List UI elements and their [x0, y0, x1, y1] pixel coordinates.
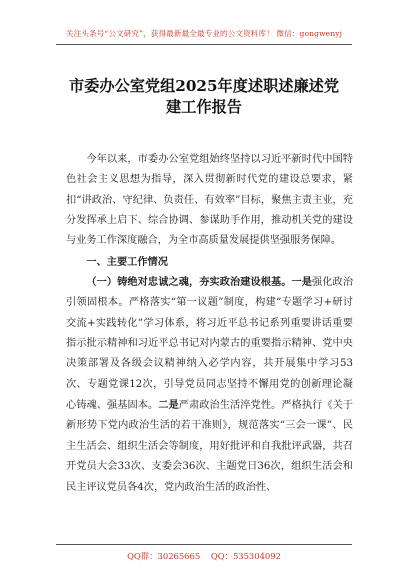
title-line-1: 市委办公室党组2025年度述职述廉述党 — [68, 77, 340, 95]
point-two-label: 二是 — [158, 399, 179, 412]
section-paragraph — [66, 272, 353, 498]
point-one-text: 强化政治引领固根本。严格落实“第一议题”制度，构建“专题学习+研讨交流+实践转化”学习体系，将习近平总书记系列重要讲话重要指示批示精神和习近平总书记对内蒙古的重要指示精神、党中央决策部署及各级会议精神纳入必学内容，共开展集中学习53次、专题党课12次，引导党员同志坚持不懈用党的创新理论凝心铸魂、强基固本。 — [66, 277, 354, 412]
qq-group: QQ群：30265665 — [127, 551, 201, 561]
section-heading: 一、主要工作情况 — [86, 255, 168, 268]
header-note: 关注头条号“公文研究”，获得最新最全最专业的公文资料库！ 微信：gongwenyj — [65, 29, 343, 38]
footer-contact — [0, 550, 408, 562]
document-title — [56, 76, 352, 118]
point-two-text: 严肃政治生活淬党性。严格执行《关于新形势下党内政治生活的若干准则》，规范落实“三会一课”、民主生活会、组织生活会等制度，用好批评和自我批评武器，共召开党员大会33次、支委会36次、主题党日36次，组织生活会和民主评议党员各4次，党内政治生活的政治性、 — [66, 400, 354, 493]
qq-number: QQ：535304092 — [210, 551, 281, 561]
document-body — [66, 150, 353, 498]
intro-paragraph: 今年以来，市委办公室党组始终坚持以习近平新时代中国特色社会主义思想为指导，深入贯彻新时代党的建设总要求，紧扣“讲政治、守纪律、负责任、有效率”目标，聚焦主责主业，充分发挥承上启下、综合协调、参谋助手作用，推动机关党的建设与业务工作深度融合，为全市高质量发展提供坚强服务保障。 — [66, 154, 353, 247]
point-one-label: 一是 — [291, 276, 313, 289]
title-line-2: 建工作报告 — [166, 98, 242, 116]
subsection-heading: （一）铸绝对忠诚之魂，夯实政治建设根基。 — [86, 276, 292, 289]
footer-divider — [56, 544, 352, 545]
header-divider — [56, 44, 352, 45]
